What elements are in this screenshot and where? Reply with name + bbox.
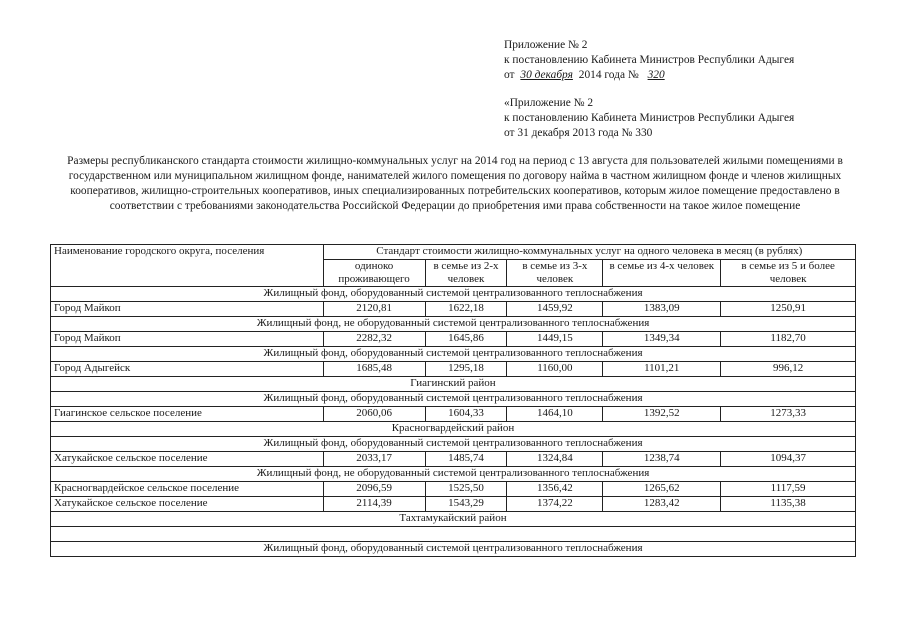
value-cell: 1238,74 — [603, 452, 721, 467]
header-current — [504, 38, 794, 83]
value-cell: 1356,42 — [507, 482, 603, 497]
locality-name: Красногвардейское сельское поселение — [51, 482, 324, 497]
value-cell: 2060,06 — [323, 407, 425, 422]
table-row — [51, 302, 856, 317]
value-cell: 1604,33 — [425, 407, 507, 422]
value-cell: 1543,29 — [425, 497, 507, 512]
subcol-header: одиноко проживающего — [323, 260, 425, 287]
section-label: Жилищный фонд, оборудованный системой централизованного теплоснабжения — [51, 347, 856, 362]
decree-number: 320 — [647, 69, 665, 81]
value-cell: 1094,37 — [721, 452, 856, 467]
value-cell: 1685,48 — [323, 362, 425, 377]
value-cell: 1250,91 — [721, 302, 856, 317]
value-cell: 1349,34 — [603, 332, 721, 347]
subcol-header: в семье из 2-х человек — [425, 260, 507, 287]
section-label: Красногвардейский район — [51, 422, 856, 437]
table-row — [51, 482, 856, 497]
date-day: 30 декабря — [520, 69, 573, 81]
header-previous-line1: «Приложение № 2 — [504, 97, 594, 109]
value-cell: 1645,86 — [425, 332, 507, 347]
col-name-header: Наименование городского округа, поселения — [51, 245, 324, 287]
section-row — [51, 542, 856, 557]
value-cell: 2282,32 — [323, 332, 425, 347]
section-row — [51, 377, 856, 392]
section-label: Жилищный фонд, оборудованный системой централизованного теплоснабжения — [51, 542, 856, 557]
section-label: Жилищный фонд, не оборудованный системой централизованного теплоснабжения — [51, 317, 856, 332]
header-row — [51, 245, 856, 260]
value-cell: 1464,10 — [507, 407, 603, 422]
header-previous — [504, 96, 794, 141]
value-cell: 1383,09 — [603, 302, 721, 317]
document-title: Размеры республиканского стандарта стоимости жилищно-коммунальных услуг на 2014 год на период с 13 августа для пользователей жилыми помещениями в государственном или муниципальном жилищном фонде, нанимателей жилого помещения по договору найма в частном жилищном фонде и членов жилищных кооперативов, жилищно-строительных кооперативов, иных специализированных потребительских кооперативов, которым жилое помещение предоставлено в соответствии с требованиями законодательства Российской Федерации до приобретения ими права собственности на такое жилое помещение — [67, 155, 843, 212]
date-prefix: от — [504, 69, 515, 81]
table-row — [51, 332, 856, 347]
date-mid: 2014 года № — [578, 69, 639, 81]
value-cell: 1265,62 — [603, 482, 721, 497]
section-row — [51, 392, 856, 407]
locality-name: Город Майкоп — [51, 332, 324, 347]
locality-name: Хатукайское сельское поселение — [51, 452, 324, 467]
section-row — [51, 287, 856, 302]
standards-table — [50, 244, 856, 557]
value-cell: 2096,59 — [323, 482, 425, 497]
section-label: Жилищный фонд, оборудованный системой централизованного теплоснабжения — [51, 392, 856, 407]
value-cell: 2114,39 — [323, 497, 425, 512]
value-cell: 1117,59 — [721, 482, 856, 497]
subcol-header: в семье из 3-х человек — [507, 260, 603, 287]
section-label: Гиагинский район — [51, 377, 856, 392]
value-cell: 996,12 — [721, 362, 856, 377]
col-group-header: Стандарт стоимости жилищно-коммунальных услуг на одного человека в месяц (в рублях) — [323, 245, 855, 260]
header-current-line3 — [504, 68, 794, 83]
value-cell: 2120,81 — [323, 302, 425, 317]
locality-name: Город Майкоп — [51, 302, 324, 317]
section-row — [51, 512, 856, 527]
value-cell: 1449,15 — [507, 332, 603, 347]
section-label: Тахтамукайский район — [51, 512, 856, 527]
value-cell: 1273,33 — [721, 407, 856, 422]
locality-name: Город Адыгейск — [51, 362, 324, 377]
table-row — [51, 452, 856, 467]
blank-cell — [51, 527, 856, 542]
value-cell: 1392,52 — [603, 407, 721, 422]
value-cell: 1295,18 — [425, 362, 507, 377]
section-label: Жилищный фонд, не оборудованный системой централизованного теплоснабжения — [51, 467, 856, 482]
section-row — [51, 347, 856, 362]
locality-name: Хатукайское сельское поселение — [51, 497, 324, 512]
value-cell: 2033,17 — [323, 452, 425, 467]
subcol-header: в семье из 5 и более человек — [721, 260, 856, 287]
section-row — [51, 317, 856, 332]
value-cell: 1283,42 — [603, 497, 721, 512]
header-current-line1: Приложение № 2 — [504, 39, 588, 51]
table-row — [51, 497, 856, 512]
section-label: Жилищный фонд, оборудованный системой централизованного теплоснабжения — [51, 287, 856, 302]
value-cell: 1182,70 — [721, 332, 856, 347]
section-row — [51, 422, 856, 437]
value-cell: 1622,18 — [425, 302, 507, 317]
section-row — [51, 437, 856, 452]
header-previous-line2: к постановлению Кабинета Министров Республики Адыгея — [504, 112, 795, 124]
table-row — [51, 362, 856, 377]
header-current-line2: к постановлению Кабинета Министров Республики Адыгея — [504, 54, 795, 66]
value-cell: 1485,74 — [425, 452, 507, 467]
value-cell: 1525,50 — [425, 482, 507, 497]
value-cell: 1459,92 — [507, 302, 603, 317]
locality-name: Гиагинское сельское поселение — [51, 407, 324, 422]
header-previous-line3: от 31 декабря 2013 года № 330 — [504, 127, 653, 139]
value-cell: 1374,22 — [507, 497, 603, 512]
section-row — [51, 467, 856, 482]
value-cell: 1135,38 — [721, 497, 856, 512]
value-cell: 1160,00 — [507, 362, 603, 377]
value-cell: 1324,84 — [507, 452, 603, 467]
value-cell: 1101,21 — [603, 362, 721, 377]
subcol-header: в семье из 4-х человек — [603, 260, 721, 287]
section-label: Жилищный фонд, оборудованный системой централизованного теплоснабжения — [51, 437, 856, 452]
table-row — [51, 407, 856, 422]
blank-row — [51, 527, 856, 542]
